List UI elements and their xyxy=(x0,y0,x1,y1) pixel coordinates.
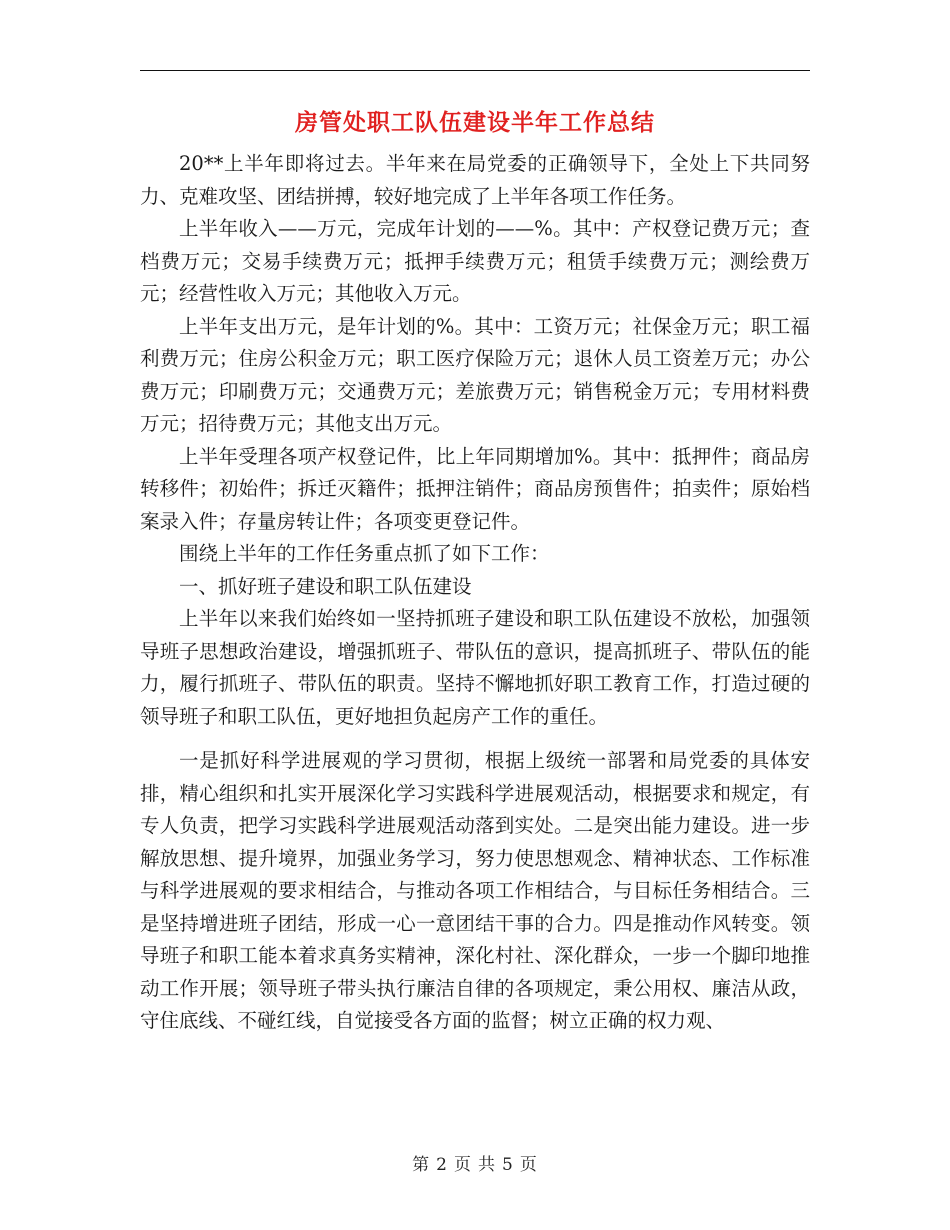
paragraph-income: 上半年收入——万元，完成年计划的——%。其中：产权登记费万元；查档费万元；交易手续费万元；抵押手续费万元；租赁手续费万元；测绘费万元；经营性收入万元；其他收入万元。 xyxy=(140,217,810,305)
page-footer xyxy=(0,1150,950,1175)
paragraph-team-building: 上半年以来我们始终如一坚持抓班子建设和职工队伍建设不放松，加强领导班子思想政治建设，增强抓班子、带队伍的意识，提高抓班子、带队伍的能力，履行抓班子、带队伍的职责。坚持不懈地抓好职工教育工作，打造过硬的领导班子和职工队伍，更好地担负起房产工作的重任。 xyxy=(140,607,810,728)
section-heading-1: 一、抓好班子建设和职工队伍建设 xyxy=(179,574,472,598)
paragraph-expenditure: 上半年支出万元，是年计划的%。其中：工资万元；社保金万元；职工福利费万元；住房公积金万元；职工医疗保险万元；退休人员工资差万元；办公费万元；印刷费万元；交通费万元；差旅费万元；销售税金万元；专用材料费万元；招待费万元；其他支出万元。 xyxy=(140,314,810,435)
footer-total-word: 共 xyxy=(478,1155,496,1175)
footer-total-pages: 5 xyxy=(502,1155,514,1175)
document-body xyxy=(140,148,810,1038)
footer-suffix: 页 xyxy=(519,1155,538,1175)
paragraph-registration: 上半年受理各项产权登记件，比上年同期增加%。其中：抵押件；商品房转移件；初始件；拆迁灭籍件；抵押注销件；商品房预售件；拍卖件；原始档案录入件；存量房转让件；各项变更登记件。 xyxy=(140,444,810,533)
paragraph-measures: 一是抓好科学进展观的学习贯彻，根据上级统一部署和局党委的具体安排，精心组织和扎实开展深化学习实践科学进展观活动，根据要求和规定，有专人负责，把学习实践科学进展观活动落到实处。二是突出能力建设。进一步解放思想、提升境界，加强业务学习，努力使思想观念、精神状态、工作标准与科学进展观的要求相结合，与推动各项工作相结合，与目标任务相结合。三是坚持增进班子团结，形成一心一意团结干事的合力。四是推动作风转变。领导班子和职工能本着求真务实精神，深化村社、深化群众，一步一个脚印地推动工作开展；领导班子带头执行廉洁自律的各项规定，秉公用权、廉洁从政，守住底线、不碰红线，自觉接受各方面的监督；树立正确的权力观、 xyxy=(140,749,810,1032)
paragraph-intro: 20**上半年即将过去。半年来在局党委的正确领导下，全处上下共同努力、克难攻坚、团结拼搏，较好地完成了上半年各项工作任务。 xyxy=(140,152,810,208)
header-rule xyxy=(140,70,810,71)
document-title: 房管处职工队伍建设半年工作总结 xyxy=(295,109,655,136)
footer-page-number: 2 xyxy=(436,1155,448,1175)
paragraph-work-focus: 围绕上半年的工作任务重点抓了如下工作： xyxy=(179,542,550,565)
footer-page-word: 页 xyxy=(454,1155,472,1175)
footer-prefix: 第 xyxy=(412,1155,431,1175)
